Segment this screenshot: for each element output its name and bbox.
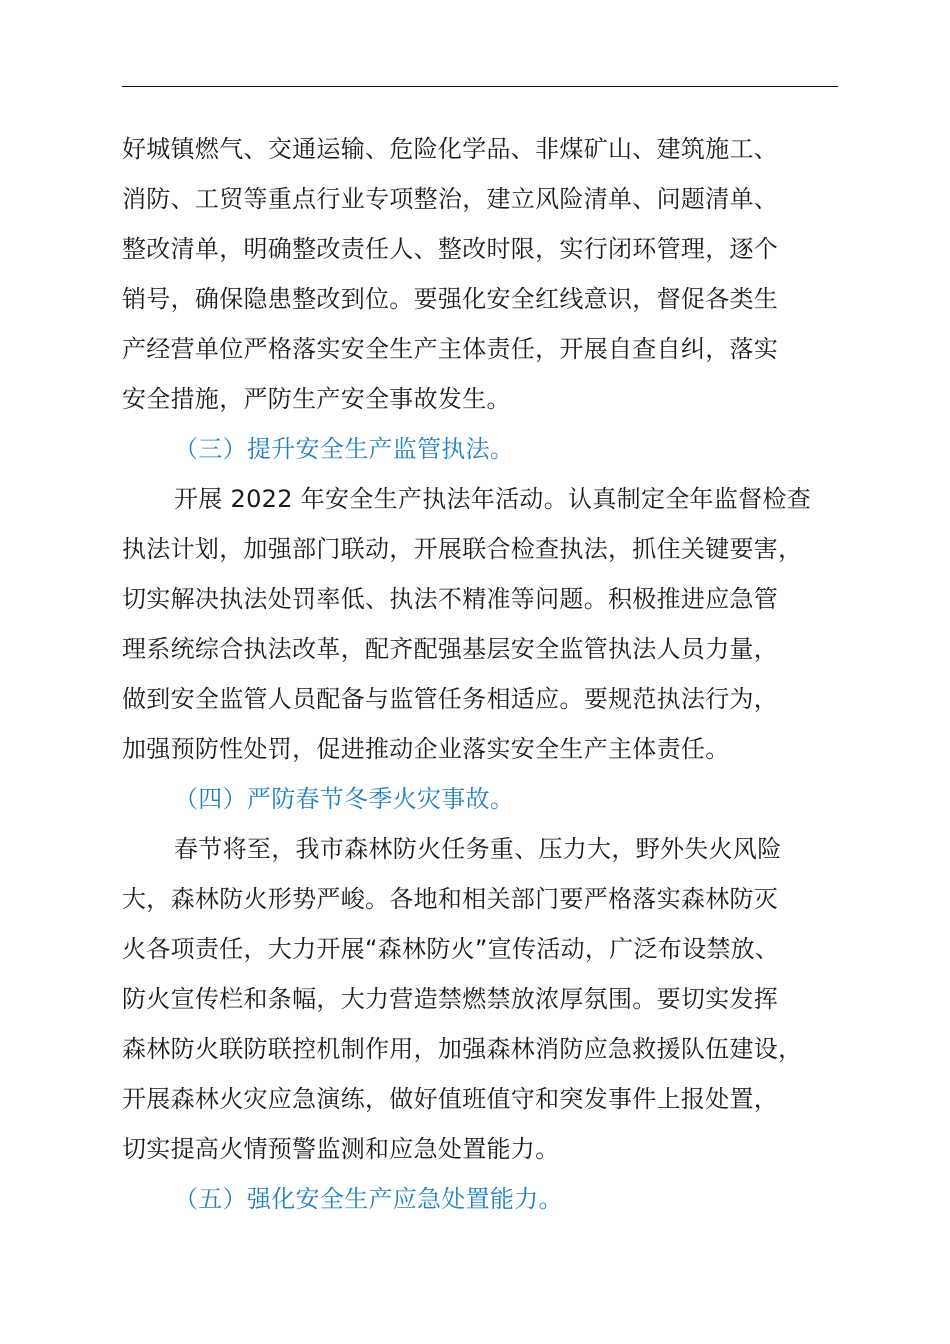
body-line: 销号，确保隐患整改到位。要强化安全红线意识，督促各类生 (122, 285, 779, 313)
body-line: 产经营单位严格落实安全生产主体责任，开展自查自纠，落实 (122, 335, 779, 363)
body-line: 安全措施，严防生产安全事故发生。 (122, 385, 511, 413)
body-line: 防火宣传栏和条幅，大力营造禁燃禁放浓厚氛围。要切实发挥 (122, 985, 779, 1013)
header-rule (122, 86, 838, 87)
body-line: 执法计划，加强部门联动，开展联合检查执法，抓住关键要害， (122, 535, 803, 563)
body-line: 整改清单，明确整改责任人、整改时限，实行闭环管理，逐个 (122, 235, 779, 263)
body-line: 理系统综合执法改革，配齐配强基层安全监管执法人员力量， (122, 635, 779, 663)
paragraph-start-line: 开展 2022 年安全生产执法年活动。认真制定全年监督检查 (174, 485, 812, 513)
paragraph-start-line: 春节将至，我市森林防火任务重、压力大，野外失火风险 (174, 835, 782, 863)
section-heading-5: （五）强化安全生产应急处置能力。 (174, 1185, 563, 1213)
body-line: 大，森林防火形势严峻。各地和相关部门要严格落实森林防灭 (122, 885, 779, 913)
body-line: 火各项责任，大力开展“森林防火”宣传活动，广泛布设禁放、 (122, 935, 780, 963)
body-line: 开展森林火灾应急演练，做好值班值守和突发事件上报处置， (122, 1085, 779, 1113)
body-line: 切实解决执法处罚率低、执法不精准等问题。积极推进应急管 (122, 585, 779, 613)
section-heading-4: （四）严防春节冬季火灾事故。 (174, 785, 515, 813)
body-line: 做到安全监管人员配备与监管任务相适应。要规范执法行为， (122, 685, 779, 713)
body-line: 加强预防性处罚，促进推动企业落实安全生产主体责任。 (122, 735, 730, 763)
body-line: 森林防火联防联控机制作用，加强森林消防应急救援队伍建设， (122, 1035, 803, 1063)
body-line: 好城镇燃气、交通运输、危险化学品、非煤矿山、建筑施工、 (122, 135, 779, 163)
section-heading-3: （三）提升安全生产监管执法。 (174, 435, 515, 463)
body-line: 切实提高火情预警监测和应急处置能力。 (122, 1135, 560, 1163)
body-line: 消防、工贸等重点行业专项整治，建立风险清单、问题清单、 (122, 185, 779, 213)
document-body (122, 124, 862, 1224)
